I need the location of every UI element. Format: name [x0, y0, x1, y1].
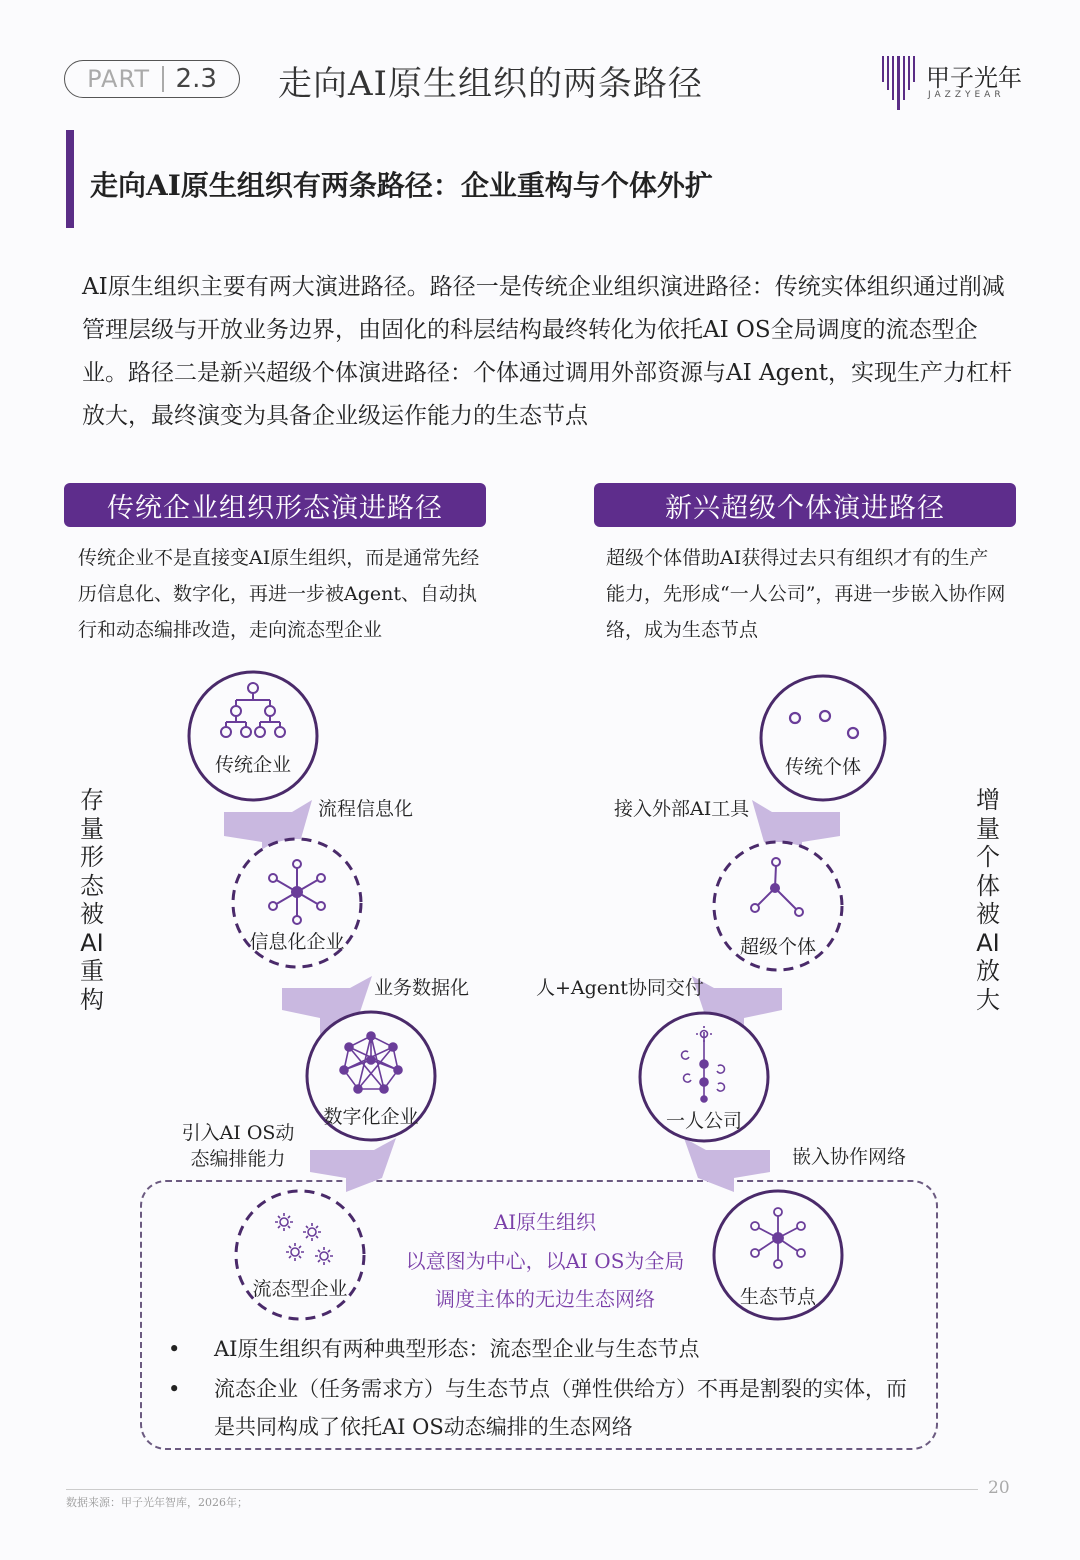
page-number: 20 [988, 1478, 1010, 1498]
center-title: AI原生组织 [493, 1210, 597, 1234]
node-label-traditional-enterprise: 传统企业 [214, 754, 291, 776]
node-traditional-enterprise [189, 672, 317, 800]
footer-divider [66, 1489, 978, 1490]
node-label-digital-enterprise: 数字化企业 [323, 1106, 419, 1128]
right-path-header: 新兴超级个体演进路径 [594, 483, 1016, 527]
logo-cn-text: 甲子光年 [926, 64, 1022, 92]
page-title: 走向AI原生组织的两条路径 [278, 64, 703, 104]
node-label-informatized-enterprise: 信息化企业 [249, 931, 345, 953]
right-vertical-label: 增量个体被AI放大 [976, 786, 1000, 1014]
left-vertical-label: 存量形态被AI重构 [80, 786, 104, 1014]
part-number: 2.3 [175, 64, 217, 94]
arrow-right-3 [684, 1138, 770, 1192]
bullet-marker: • [168, 1377, 181, 1401]
bullet-item [168, 1370, 918, 1446]
node-label-ecosystem-node: 生态节点 [739, 1286, 816, 1308]
arrow-left-3 [310, 1138, 396, 1192]
step-label-right-2: 人+Agent协同交付 [536, 977, 704, 999]
node-label-one-person-company: 一人公司 [665, 1110, 742, 1132]
node-label-fluid-enterprise: 流态型企业 [252, 1278, 348, 1300]
bullet-marker: • [168, 1337, 181, 1361]
center-description: 以意图为中心，以AI OS为全局调度主体的无边生态网络 [405, 1249, 685, 1311]
section-subtitle: 走向AI原生组织有两条路径：企业重构与个体外扩 [90, 169, 713, 202]
footer-source: 数据来源：甲子光年智库，2026年； [66, 1496, 248, 1509]
bullet-text: AI原生组织有两种典型形态：流态型企业与生态节点 [214, 1337, 700, 1361]
step-label-left-1: 流程信息化 [318, 798, 414, 820]
step-label-right-1: 接入外部AI工具 [614, 798, 750, 820]
step-label-left-2: 业务数据化 [374, 977, 470, 999]
bullet-item [168, 1330, 908, 1368]
right-path-description: 超级个体借助AI获得过去只有组织才有的生产能力，先形成“一人公司”，再进一步嵌入协作网络，成为生态节点 [606, 547, 1006, 641]
step-label-right-3: 嵌入协作网络 [792, 1146, 907, 1168]
bullet-text: 流态企业（任务需求方）与生态节点（弹性供给方）不再是割裂的实体，而是共同构成了依托AI OS动态编排的生态网络 [214, 1377, 907, 1439]
node-label-super-individual: 超级个体 [739, 936, 816, 958]
node-label-traditional-individual: 传统个体 [784, 756, 861, 778]
step-label-left-3: 引入AI OS动态编排能力 [181, 1122, 295, 1170]
intro-paragraph: AI原生组织主要有两大演进路径。路径一是传统企业组织演进路径：传统实体组织通过削减管理层级与开放业务边界，由固化的科层结构最终转化为依托AI OS全局调度的流态型企业。路径二是新兴超级个体演进路径：个体通过调用外部资源与AI Agent，实现生产力杠杆放大，最终演变为具备企业级运作能力的生态节点 [82, 274, 1013, 429]
left-path-description: 传统企业不是直接变AI原生组织，而是通常先经历信息化、数字化，再进一步被Agent、自动执行和动态编排改造，走向流态型企业 [78, 547, 480, 641]
left-path-header: 传统企业组织形态演进路径 [64, 483, 486, 527]
node-traditional-individual [761, 676, 885, 800]
part-label: PART [87, 65, 151, 93]
logo-en-text: JAZZYEAR [928, 90, 1005, 100]
